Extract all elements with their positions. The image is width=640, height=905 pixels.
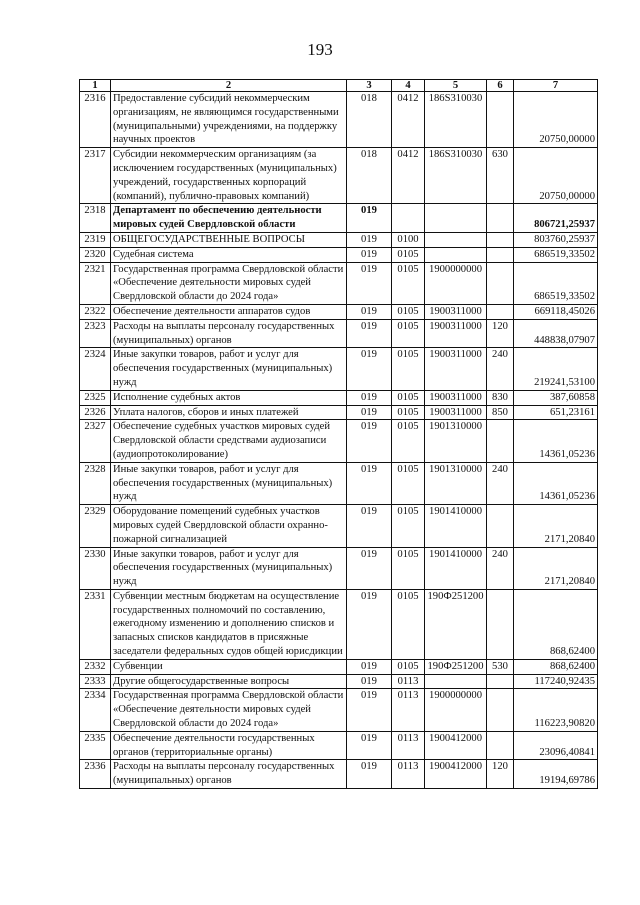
row-number-cell: 2334 [80,689,111,731]
amount-cell: 686519,33502 [514,262,598,304]
row-number-cell: 2316 [80,92,111,148]
row-number-cell: 2321 [80,262,111,304]
ministry-code-cell: 019 [347,674,392,689]
section-code-cell: 0105 [392,348,425,390]
ministry-code-cell: 019 [347,232,392,247]
amount-cell: 2171,20840 [514,505,598,547]
amount-cell: 117240,92435 [514,674,598,689]
target-code-cell: 1900311000 [425,405,487,420]
amount-cell: 669118,45026 [514,304,598,319]
amount-cell: 803760,25937 [514,232,598,247]
expense-type-cell [487,204,514,233]
row-name-cell: Субвенции [111,659,347,674]
amount-cell: 19194,69786 [514,760,598,789]
ministry-code-cell: 019 [347,689,392,731]
table-row [80,304,598,319]
section-code-cell: 0105 [392,462,425,504]
target-code-cell: 1901410000 [425,505,487,547]
section-code-cell: 0412 [392,92,425,148]
table-row [80,348,598,390]
column-header: 4 [392,80,425,92]
expense-type-cell [487,92,514,148]
target-code-cell: 1900311000 [425,390,487,405]
amount-cell: 14361,05236 [514,462,598,504]
amount-cell: 219241,53100 [514,348,598,390]
row-number-cell: 2335 [80,731,111,760]
expense-type-cell: 240 [487,547,514,589]
amount-cell: 116223,90820 [514,689,598,731]
table-row [80,92,598,148]
row-name-cell: Судебная система [111,247,347,262]
target-code-cell [425,674,487,689]
row-number-cell: 2329 [80,505,111,547]
target-code-cell: 1901310000 [425,420,487,462]
expense-type-cell [487,232,514,247]
ministry-code-cell: 019 [347,760,392,789]
table-row [80,232,598,247]
expense-type-cell [487,420,514,462]
ministry-code-cell: 019 [347,659,392,674]
ministry-code-cell: 019 [347,405,392,420]
ministry-code-cell: 019 [347,462,392,504]
row-name-cell: Расходы на выплаты персоналу государственных (муниципальных) органов [111,760,347,789]
amount-cell: 14361,05236 [514,420,598,462]
row-number-cell: 2327 [80,420,111,462]
ministry-code-cell: 019 [347,319,392,348]
expense-type-cell [487,689,514,731]
ministry-code-cell: 019 [347,390,392,405]
row-name-cell: Обеспечение деятельности аппаратов судов [111,304,347,319]
page-number: 193 [307,40,333,59]
column-header: 5 [425,80,487,92]
row-name-cell: Расходы на выплаты персоналу государственных (муниципальных) органов [111,319,347,348]
ministry-code-cell: 019 [347,420,392,462]
ministry-code-cell: 019 [347,731,392,760]
target-code-cell: 1900311000 [425,348,487,390]
ministry-code-cell: 019 [347,247,392,262]
section-code-cell: 0105 [392,547,425,589]
target-code-cell: 1900311000 [425,319,487,348]
table-header-row [80,80,598,92]
row-name-cell: Иные закупки товаров, работ и услуг для обеспечения государственных (муниципальных) нужд [111,547,347,589]
amount-cell: 23096,40841 [514,731,598,760]
target-code-cell: 1900311000 [425,304,487,319]
row-number-cell: 2330 [80,547,111,589]
section-code-cell: 0113 [392,760,425,789]
row-number-cell: 2326 [80,405,111,420]
row-number-cell: 2324 [80,348,111,390]
section-code-cell: 0105 [392,304,425,319]
target-code-cell: 186S310030 [425,148,487,204]
amount-cell: 651,23161 [514,405,598,420]
section-code-cell: 0113 [392,689,425,731]
budget-table [79,79,598,789]
amount-cell: 868,62400 [514,589,598,659]
row-name-cell: Обеспечение судебных участков мировых судей Свердловской области средствами аудиозаписи (аудиопротоколирование) [111,420,347,462]
row-number-cell: 2333 [80,674,111,689]
section-code-cell: 0105 [392,390,425,405]
row-name-cell: Обеспечение деятельности государственных органов (территориальные органы) [111,731,347,760]
section-code-cell: 0113 [392,731,425,760]
section-code-cell: 0113 [392,674,425,689]
row-number-cell: 2317 [80,148,111,204]
section-code-cell: 0100 [392,232,425,247]
column-header: 3 [347,80,392,92]
target-code-cell: 1901410000 [425,547,487,589]
expense-type-cell: 120 [487,760,514,789]
row-name-cell: ОБЩЕГОСУДАРСТВЕННЫЕ ВОПРОСЫ [111,232,347,247]
table-row [80,247,598,262]
amount-cell: 868,62400 [514,659,598,674]
section-code-cell: 0105 [392,659,425,674]
ministry-code-cell: 018 [347,148,392,204]
row-number-cell: 2319 [80,232,111,247]
row-name-cell: Государственная программа Свердловской области «Обеспечение деятельности мировых судей Свердловской области до 2024 года» [111,262,347,304]
target-code-cell: 190Ф251200 [425,589,487,659]
table-row [80,462,598,504]
target-code-cell: 1900000000 [425,262,487,304]
row-number-cell: 2332 [80,659,111,674]
section-code-cell: 0105 [392,589,425,659]
target-code-cell: 1900412000 [425,760,487,789]
ministry-code-cell: 019 [347,547,392,589]
amount-cell: 20750,00000 [514,148,598,204]
column-header: 6 [487,80,514,92]
ministry-code-cell: 018 [347,92,392,148]
expense-type-cell: 850 [487,405,514,420]
row-name-cell: Исполнение судебных актов [111,390,347,405]
expense-type-cell [487,247,514,262]
table-row [80,547,598,589]
row-name-cell: Субвенции местным бюджетам на осуществление государственных полномочий по составлению, ежегодному изменению и дополнению списков и запасных списков кандидатов в присяжные заседатели федеральных судов общей юрисдикции [111,589,347,659]
table-row [80,148,598,204]
expense-type-cell: 530 [487,659,514,674]
section-code-cell: 0105 [392,247,425,262]
expense-type-cell [487,589,514,659]
ministry-code-cell: 019 [347,589,392,659]
target-code-cell: 186S310030 [425,92,487,148]
expense-type-cell: 240 [487,348,514,390]
amount-cell: 20750,00000 [514,92,598,148]
expense-type-cell [487,674,514,689]
section-code-cell: 0105 [392,405,425,420]
row-name-cell: Уплата налогов, сборов и иных платежей [111,405,347,420]
ministry-code-cell: 019 [347,304,392,319]
table-row [80,390,598,405]
table-row [80,319,598,348]
table-row [80,674,598,689]
section-code-cell: 0105 [392,262,425,304]
target-code-cell: 190Ф251200 [425,659,487,674]
table-row [80,262,598,304]
row-number-cell: 2320 [80,247,111,262]
amount-cell: 387,60858 [514,390,598,405]
amount-cell: 448838,07907 [514,319,598,348]
target-code-cell [425,247,487,262]
target-code-cell: 1900412000 [425,731,487,760]
amount-cell: 686519,33502 [514,247,598,262]
row-number-cell: 2318 [80,204,111,233]
expense-type-cell: 630 [487,148,514,204]
row-name-cell: Другие общегосударственные вопросы [111,674,347,689]
row-name-cell: Департамент по обеспечению деятельности мировых судей Свердловской области [111,204,347,233]
section-code-cell: 0105 [392,319,425,348]
ministry-code-cell: 019 [347,348,392,390]
target-code-cell [425,232,487,247]
table-row [80,760,598,789]
table-row [80,405,598,420]
expense-type-cell [487,304,514,319]
table-row [80,731,598,760]
column-header: 1 [80,80,111,92]
amount-cell: 806721,25937 [514,204,598,233]
ministry-code-cell: 019 [347,505,392,547]
column-header: 7 [514,80,598,92]
expense-type-cell: 120 [487,319,514,348]
expense-type-cell [487,505,514,547]
expense-type-cell [487,262,514,304]
row-name-cell: Оборудование помещений судебных участков мировых судей Свердловской области охранно-пожарной сигнализацией [111,505,347,547]
ministry-code-cell: 019 [347,204,392,233]
target-code-cell: 1900000000 [425,689,487,731]
row-name-cell: Иные закупки товаров, работ и услуг для обеспечения государственных (муниципальных) нужд [111,348,347,390]
row-number-cell: 2331 [80,589,111,659]
section-code-cell: 0105 [392,420,425,462]
table-body [80,92,598,789]
row-number-cell: 2336 [80,760,111,789]
table-row [80,204,598,233]
table-row [80,659,598,674]
target-code-cell: 1901310000 [425,462,487,504]
row-name-cell: Субсидии некоммерческим организациям (за исключением государственных (муниципальных) учреждений, государственных корпораций (компаний), публично-правовых компаний) [111,148,347,204]
row-name-cell: Предоставление субсидий некоммерческим организациям, не являющимся государственными (муниципальными) учреждениями, на поддержку научных проектов [111,92,347,148]
section-code-cell: 0105 [392,505,425,547]
expense-type-cell [487,731,514,760]
row-number-cell: 2328 [80,462,111,504]
table-row [80,420,598,462]
row-number-cell: 2325 [80,390,111,405]
table-row [80,689,598,731]
expense-type-cell: 240 [487,462,514,504]
row-name-cell: Иные закупки товаров, работ и услуг для обеспечения государственных (муниципальных) нужд [111,462,347,504]
section-code-cell: 0412 [392,148,425,204]
column-header: 2 [111,80,347,92]
expense-type-cell: 830 [487,390,514,405]
section-code-cell [392,204,425,233]
row-name-cell: Государственная программа Свердловской области «Обеспечение деятельности мировых судей Свердловской области до 2024 года» [111,689,347,731]
row-number-cell: 2322 [80,304,111,319]
ministry-code-cell: 019 [347,262,392,304]
table-row [80,589,598,659]
target-code-cell [425,204,487,233]
table-row [80,505,598,547]
row-number-cell: 2323 [80,319,111,348]
amount-cell: 2171,20840 [514,547,598,589]
